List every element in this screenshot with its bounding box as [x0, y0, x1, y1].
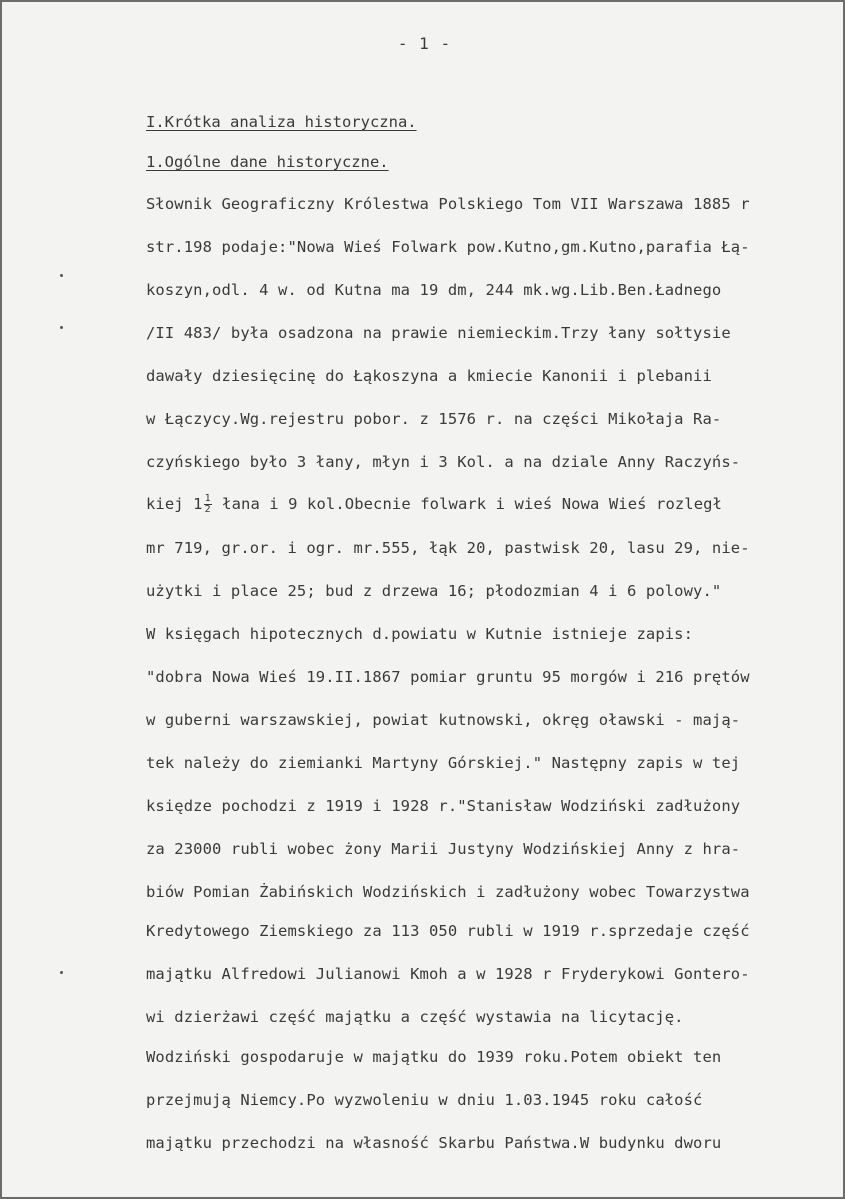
text-line: tek należy do ziemianki Martyny Górskiej." Następny zapis w tej	[146, 754, 741, 772]
text-line: wi dzierżawi część majątku a część wystawia na licytację.	[146, 1008, 684, 1026]
text-line: Wodziński gospodaruje w majątku do 1939 roku.Potem obiekt ten	[146, 1048, 722, 1066]
text-line: majątku przechodzi na własność Skarbu Państwa.W budynku dworu	[146, 1134, 722, 1152]
margin-mark	[60, 326, 63, 329]
text-line: w guberni warszawskiej, powiat kutnowski, okręg oławski - mają-	[146, 711, 741, 729]
text-line: majątku Alfredowi Julianowi Kmoh a w 1928 r Fryderykowi Gontero-	[146, 965, 750, 983]
text-line: W księgach hipotecznych d.powiatu w Kutnie istnieje zapis:	[146, 625, 694, 643]
text-line: Kredytowego Ziemskiego za 113 050 rubli w 1919 r.sprzedaje część	[146, 922, 750, 940]
text-line: księdze pochodzi z 1919 i 1928 r."Stanisław Wodziński zadłużony	[146, 797, 741, 815]
fraction-numerator: 1	[204, 493, 211, 504]
text-line: użytki i place 25; bud z drzewa 16; płodozmian 4 i 6 polowy."	[146, 582, 722, 600]
text-line: w Łączycy.Wg.rejestru pobor. z 1576 r. na części Mikołaja Ra-	[146, 410, 722, 428]
fraction-denominator: 2	[204, 504, 211, 515]
section-heading: I.Krótka analiza historyczna.	[146, 113, 417, 131]
text-line: mr 719, gr.or. i ogr. mr.555, łąk 20, pastwisk 20, lasu 29, nie-	[146, 539, 750, 557]
text-fragment: kiej 1	[146, 495, 203, 513]
text-line: Słownik Geograficzny Królestwa Polskiego Tom VII Warszawa 1885 r	[146, 195, 750, 213]
subsection-heading: 1.Ogólne dane historyczne.	[146, 153, 389, 171]
text-line: dawały dziesięcinę do Łąkoszyna a kmiecie Kanonii i plebanii	[146, 367, 712, 385]
text-line: str.198 podaje:"Nowa Wieś Folwark pow.Kutno,gm.Kutno,parafia Łą-	[146, 238, 750, 256]
text-line: czyńskiego było 3 łany, młyn i 3 Kol. a na dziale Anny Raczyńs-	[146, 453, 741, 471]
page-number: - 1 -	[397, 34, 452, 53]
text-line: przejmują Niemcy.Po wyzwoleniu w dniu 1.03.1945 roku całość	[146, 1091, 703, 1109]
text-line	[146, 494, 722, 515]
text-line: za 23000 rubli wobec żony Marii Justyny Wodzińskiej Anny z hra-	[146, 840, 741, 858]
margin-mark	[60, 971, 63, 974]
text-line: /II 483/ była osadzona na prawie niemieckim.Trzy łany sołtysie	[146, 324, 731, 342]
text-line: biów Pomian Żabińskich Wodzińskich i zadłużony wobec Towarzystwa	[146, 883, 750, 901]
text-line: koszyn,odl. 4 w. od Kutna ma 19 dm, 244 mk.wg.Lib.Ben.Ładnego	[146, 281, 722, 299]
margin-mark	[60, 274, 63, 277]
fraction	[204, 494, 212, 515]
text-line: "dobra Nowa Wieś 19.II.1867 pomiar gruntu 95 morgów i 216 prętów	[146, 668, 750, 686]
text-fragment: łana i 9 kol.Obecnie folwark i wieś Nowa Wieś rozległ	[212, 495, 723, 513]
